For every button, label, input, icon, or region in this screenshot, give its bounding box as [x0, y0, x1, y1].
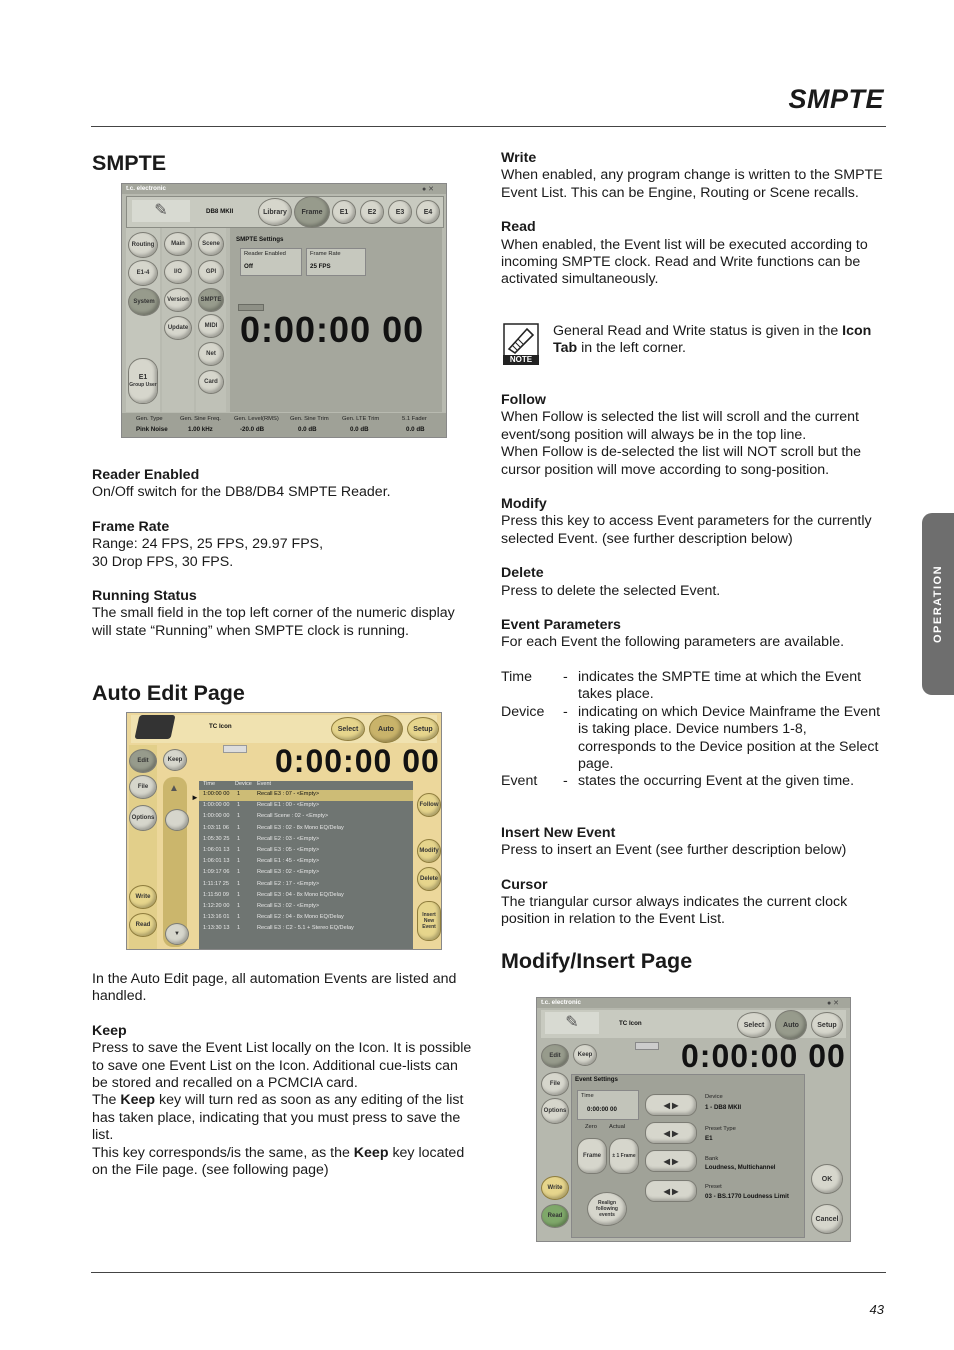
- scroll-handle[interactable]: [165, 809, 189, 831]
- frame-button[interactable]: Frame: [577, 1138, 607, 1174]
- read-title: Read: [501, 219, 536, 236]
- tab-auto[interactable]: Auto: [369, 715, 403, 743]
- event-list-row[interactable]: [203, 869, 413, 880]
- running-status-field: [223, 745, 247, 753]
- event-time: 1:00:00 00: [203, 802, 230, 809]
- modify-text: Press this key to access Event parameters for the currently selected Event. (see further description below): [501, 513, 872, 547]
- read-button[interactable]: Read: [541, 1204, 569, 1228]
- footer-rule: [91, 1272, 886, 1273]
- event-list-row[interactable]: [203, 881, 413, 892]
- realign-events-button[interactable]: Realign following events: [587, 1192, 627, 1226]
- event-name: Recall E1 : 45 - <Empty>: [257, 858, 320, 865]
- insert-new-event-button[interactable]: Insert New Event: [417, 901, 441, 941]
- event-name: Recall E1 : 00 - <Empty>: [257, 802, 320, 809]
- smpte-button[interactable]: SMPTE: [198, 288, 224, 312]
- scroll-up-icon[interactable]: ▲: [169, 783, 179, 794]
- event-list-row[interactable]: [203, 903, 413, 914]
- write-text: When enabled, any program change is written to the SMPTE Event List. This can be Engine, Routing or Scene recalls.: [501, 167, 883, 201]
- event-device: 1: [237, 858, 241, 865]
- param-row-event: Event - states the occurring Event at the given time.: [501, 773, 855, 790]
- tab-e1[interactable]: E1: [332, 200, 356, 224]
- event-list-row[interactable]: [203, 813, 413, 824]
- keep-p1: Press to save the Event List locally on the Icon. It is possible to save one Event List on the Icon. Additional cue-lists can be stored and recalled on a PCMCIA card.: [92, 1040, 472, 1092]
- reader-enabled-title: Reader Enabled: [92, 467, 200, 483]
- event-device: 1: [237, 925, 241, 932]
- section-side-tab: OPERATION: [922, 513, 954, 695]
- event-list-row[interactable]: [203, 914, 413, 925]
- write-title: Write: [501, 150, 537, 166]
- cursor-triangle-icon: ►: [191, 793, 199, 802]
- event-list-row[interactable]: [203, 847, 413, 858]
- event-name: Recall E3 : 05 - <Empty>: [257, 846, 320, 853]
- edit-button[interactable]: Edit: [129, 749, 157, 773]
- ok-button[interactable]: OK: [811, 1164, 843, 1194]
- event-list-row[interactable]: [203, 825, 413, 836]
- cursor-title: Cursor: [501, 876, 548, 893]
- event-time: 1:06:01 13: [203, 858, 230, 865]
- tab-select[interactable]: Select: [331, 717, 365, 741]
- event-name: Recall E3 : 04 - 8x Mono EQ/Delay: [257, 891, 344, 898]
- auto-edit-screenshot: TC Icon Select Auto Setup Edit File Options Write Read Keep 0:00:00 00 ▲ ▼ ► Time Device Event 1:00:00 00 1 Recall E3 : 07 - <Empty> 1:00:00 00 1 Recall E1 : 00 - <Empty> 1:00:00 00 1 Recall Scene : 02 - <Empty> 1:03:11 06 1 Recall E3 : 02 - 8x Mono EQ/Delay 1:05:30 25 1 Recall E2 : 03 - <Empty> 1:06:01 13 1 Recall E3 : 05 - <Empty> 1:06:01 13 1 Recall E1 : 45 - <Empty> 1:09:17 06 1 Recall E3 : 02 - <Empty> 1:11:17 25 1 Recall E2 : 17 - <Empty> 1:11:50 09 1 Recall E3 : 04 - 8x Mono EQ/Delay 1:12:20 00 1 Recall E3 : 02 - <Empty> 1:13:16 01 1 Recall E2 : 04 - 8x Mono EQ/Delay 1:13:30 13 1 Recall E3 : C2 - 5.1 + Stereo EQ/Delay Follow Modify Delete Insert New Event: [126, 712, 442, 950]
- gpi-button[interactable]: GPI: [198, 260, 224, 284]
- smpte-screenshot: t.c. electronic ● ✕ ✎ DB8 MKII Library Frame E1 E2 E3 E4 Routing E1-4 System E1 Group User Main I/O Version Update Scene GPI SMPTE MIDI Net Card SMPTE Settings Reader Enabled Off Frame Rate 25 FPS 0:00:00 00 Gen. Type Gen. Sine Freq. Gen. Level(RMS) Gen. Sine Trim Gen. LTE Trim 5.1 Fader Pink Noise 1.00 kHz -20.0 dB 0.0 dB 0.0 dB 0.0 dB: [121, 183, 447, 438]
- delete-text: Press to delete the selected Event.: [501, 582, 721, 599]
- event-device: 1: [237, 869, 241, 876]
- event-list-row[interactable]: [203, 858, 413, 869]
- event-device: 1: [237, 813, 241, 820]
- modify-insert-screenshot: t.c. electronic ● ✕ ✎ TC Icon Select Auto Setup Edit File Options Write Read Keep 0:00:00 00 Event Settings Time 0:00:00 00 Zero Actual Frame ± 1 Frame Realign following events ◀ ▶ ◀ ▶ ◀ ▶ ◀ ▶ Device 1 - DB8 MKII Preset Type E1 Bank Loudness, Multichannel Preset 03 - BS.1770 Loudness Limit OK Cancel: [536, 997, 851, 1242]
- write-button[interactable]: Write: [129, 885, 157, 909]
- device-arrows[interactable]: ◀ ▶: [645, 1094, 697, 1116]
- io-button[interactable]: I/O: [164, 260, 192, 284]
- options-button[interactable]: Options: [541, 1098, 569, 1124]
- running-status-title: Running Status: [92, 588, 197, 605]
- event-name: Recall E2 : 04 - 8x Mono EQ/Delay: [257, 914, 344, 921]
- smpte-clock-display: 0:00:00 00: [240, 309, 425, 350]
- event-params-title: Event Parameters: [501, 617, 621, 634]
- event-list-row[interactable]: [203, 925, 413, 936]
- modify-clock-display: 0:00:00 00: [681, 1038, 846, 1074]
- param-row-device: Device - indicating on which Device Mainframe the Event is taking place. Device numbers 1-8, corresponds to the Device position at the Select page.: [501, 703, 881, 772]
- event-time: 1:11:17 25: [203, 880, 230, 887]
- event-device: 1: [237, 880, 241, 887]
- event-device: 1: [237, 824, 241, 831]
- modify-title: Modify: [501, 496, 547, 513]
- running-status-text: The small field in the top left corner of the numeric display will state “Running” when SMPTE clock is running.: [92, 605, 455, 639]
- frame-rate-line1: Range: 24 FPS, 25 FPS, 29.97 FPS,: [92, 536, 324, 553]
- event-time: 1:11:50 09: [203, 891, 230, 898]
- preset-arrows[interactable]: ◀ ▶: [645, 1180, 697, 1202]
- keep-button[interactable]: Keep: [163, 749, 187, 771]
- tab-frame[interactable]: Frame: [294, 196, 330, 228]
- tab-e3[interactable]: E3: [388, 200, 412, 224]
- net-button[interactable]: Net: [198, 342, 224, 366]
- event-name: Recall E2 : 17 - <Empty>: [257, 880, 320, 887]
- preset-type-arrows[interactable]: ◀ ▶: [645, 1122, 697, 1144]
- event-time: 1:00:00 00: [203, 791, 230, 797]
- scroll-down-icon[interactable]: ▼: [165, 923, 189, 945]
- group-selector[interactable]: E1 Group User: [128, 358, 158, 404]
- auto-intro-text: In the Auto Edit page, all automation Events are listed and handled.: [92, 971, 457, 1005]
- follow-p2: When Follow is de-selected the list will NOT scroll but the cursor position will move according to song-position.: [501, 444, 862, 478]
- file-button[interactable]: File: [129, 775, 157, 799]
- event-device: 1: [237, 846, 241, 853]
- keep-button[interactable]: Keep: [573, 1044, 597, 1066]
- event-time: 1:03:11 06: [203, 824, 230, 831]
- icon-device-logo-icon: [134, 715, 175, 739]
- running-status-field: [635, 1042, 659, 1050]
- tab-library[interactable]: Library: [258, 198, 292, 226]
- event-name: Recall Scene : 02 - <Empty>: [257, 813, 329, 820]
- auto-edit-heading: Auto Edit Page: [92, 681, 245, 705]
- event-time: 1:13:16 01: [203, 914, 230, 921]
- event-name: Recall E3 : 02 - <Empty>: [257, 902, 320, 909]
- frame-rate-line2: 30 Drop FPS, 30 FPS.: [92, 553, 234, 570]
- edit-button[interactable]: Edit: [541, 1044, 569, 1068]
- frame-rate-title: Frame Rate: [92, 518, 170, 535]
- read-button[interactable]: Read: [129, 913, 157, 937]
- event-device: 1: [237, 902, 241, 909]
- event-name: Recall E2 : 03 - <Empty>: [257, 835, 320, 842]
- right-col-text-1: [501, 150, 886, 289]
- header-rule: [91, 126, 886, 127]
- event-list[interactable]: Time Device Event 1:00:00 00 1 Recall E3 : 07 - <Empty> 1:00:00 00 1 Recall E1 : 00 - <Empty> 1:00:00 00 1 Recall Scene : 02 - <Empty> 1:03:11 06 1 Recall E3 : 02 - 8x Mono EQ/Delay 1:05:30 25 1 Recall E2 : 03 - <Empty> 1:06:01 13 1 Recall E3 : 05 - <Empty> 1:06:01 13 1 Recall E1 : 45 - <Empty> 1:09:17 06 1 Recall E3 : 02 - <Empty> 1:11:17 25 1 Recall E2 : 17 - <Empty> 1:11:50 09 1 Recall E3 : 04 - 8x Mono EQ/Delay 1:12:20 00 1 Recall E3 : 02 - <Empty> 1:13:16 01 1 Recall E2 : 04 - 8x Mono EQ/Delay 1:13:30 13 1 Recall E3 : C2 - 5.1 + Stereo EQ/Delay: [199, 781, 413, 949]
- file-button[interactable]: File: [541, 1072, 569, 1096]
- event-device: 1: [237, 891, 241, 898]
- system-button[interactable]: System: [128, 288, 160, 316]
- event-name: Recall E3 : 02 - <Empty>: [257, 869, 320, 876]
- midi-button[interactable]: MIDI: [198, 314, 224, 338]
- options-button[interactable]: Options: [129, 805, 157, 831]
- tab-setup[interactable]: Setup: [811, 1012, 843, 1038]
- plus-minus-frame-button[interactable]: ± 1 Frame: [609, 1138, 639, 1174]
- page-number: 43: [869, 1302, 884, 1317]
- param-row-time: Time - indicates the SMPTE time at which the Event takes place.: [501, 668, 862, 703]
- event-time: 1:13:30 13: [203, 925, 230, 932]
- page-header-title: SMPTE: [788, 84, 884, 114]
- cursor-text: The triangular cursor always indicates the current clock position in relation to the Event List.: [501, 893, 848, 928]
- bank-arrows[interactable]: ◀ ▶: [645, 1150, 697, 1172]
- version-button[interactable]: Version: [164, 288, 192, 312]
- event-name: Recall E3 : 02 - 8x Mono EQ/Delay: [257, 824, 344, 831]
- event-time: 1:09:17 06: [203, 869, 230, 876]
- event-list-row[interactable]: [203, 791, 413, 802]
- insert-title: Insert New Event: [501, 824, 616, 841]
- event-list-row[interactable]: [203, 836, 413, 847]
- card-button[interactable]: Card: [198, 370, 224, 394]
- insert-text: Press to insert an Event (see further description below): [501, 842, 847, 859]
- keep-title: Keep: [92, 1022, 127, 1039]
- event-list-row[interactable]: [203, 802, 413, 813]
- event-device: 1: [237, 791, 241, 797]
- event-device: 1: [237, 835, 241, 842]
- delete-button[interactable]: Delete: [417, 867, 441, 891]
- note-icon: NOTE: [503, 323, 539, 365]
- tab-e4[interactable]: E4: [416, 200, 440, 224]
- delete-title: Delete: [501, 565, 544, 582]
- event-list-row[interactable]: [203, 892, 413, 903]
- follow-button[interactable]: Follow: [417, 793, 441, 817]
- event-name: Recall E3 : C2 - 5.1 + Stereo EQ/Delay: [257, 925, 354, 932]
- right-col-text-2: [501, 392, 886, 929]
- event-time: 1:05:30 25: [203, 835, 230, 842]
- logo-icon: ✎: [545, 1012, 599, 1034]
- logo-icon: ✎: [132, 200, 190, 222]
- keep-p2: The Keep key will turn red as soon as any editing of the list has taken place, indicating that you must press to save the list.: [92, 1092, 464, 1144]
- smpte-heading: SMPTE: [92, 151, 167, 175]
- left-col-text-1: [92, 467, 476, 640]
- e1-4-button[interactable]: E1-4: [128, 260, 158, 286]
- main-button[interactable]: Main: [164, 232, 192, 256]
- left-col-top: [92, 150, 476, 176]
- read-text: When enabled, the Event list will be executed according to incoming SMPTE clock. Read and Write functions can be activated simultaneously.: [501, 236, 868, 288]
- event-time: 1:00:00 00: [203, 813, 230, 820]
- tab-setup[interactable]: Setup: [407, 717, 439, 741]
- modify-button[interactable]: Modify: [417, 839, 441, 863]
- event-time: 1:12:20 00: [203, 902, 230, 909]
- note-text: General Read and Write status is given in the Icon Tab in the left corner.: [553, 323, 872, 357]
- event-device: 1: [237, 802, 241, 809]
- write-button[interactable]: Write: [541, 1176, 569, 1200]
- tab-e2[interactable]: E2: [360, 200, 384, 224]
- update-button[interactable]: Update: [164, 316, 192, 340]
- cancel-button[interactable]: Cancel: [811, 1204, 843, 1234]
- follow-title: Follow: [501, 392, 546, 408]
- tab-select[interactable]: Select: [737, 1012, 771, 1038]
- event-time: 1:06:01 13: [203, 846, 230, 853]
- event-device: 1: [237, 914, 241, 921]
- reader-enabled-text: On/Off switch for the DB8/DB4 SMPTE Reader.: [92, 484, 391, 501]
- tab-auto[interactable]: Auto: [775, 1010, 807, 1040]
- left-col-text-2: [92, 971, 476, 1179]
- event-name: Recall E3 : 07 - <Empty>: [257, 791, 320, 797]
- routing-button[interactable]: Routing: [128, 232, 158, 258]
- auto-clock-display: 0:00:00 00: [275, 743, 440, 779]
- follow-p1: When Follow is selected the list will scroll and the current event/song position will always be in the top line.: [501, 409, 859, 443]
- keep-p3: This key corresponds/is the same, as the Keep key located on the File page. (see following page): [92, 1144, 465, 1179]
- scene-button[interactable]: Scene: [198, 232, 224, 256]
- modify-insert-heading: Modify/Insert Page: [501, 949, 693, 973]
- event-params-text: For each Event the following parameters are available.: [501, 634, 845, 651]
